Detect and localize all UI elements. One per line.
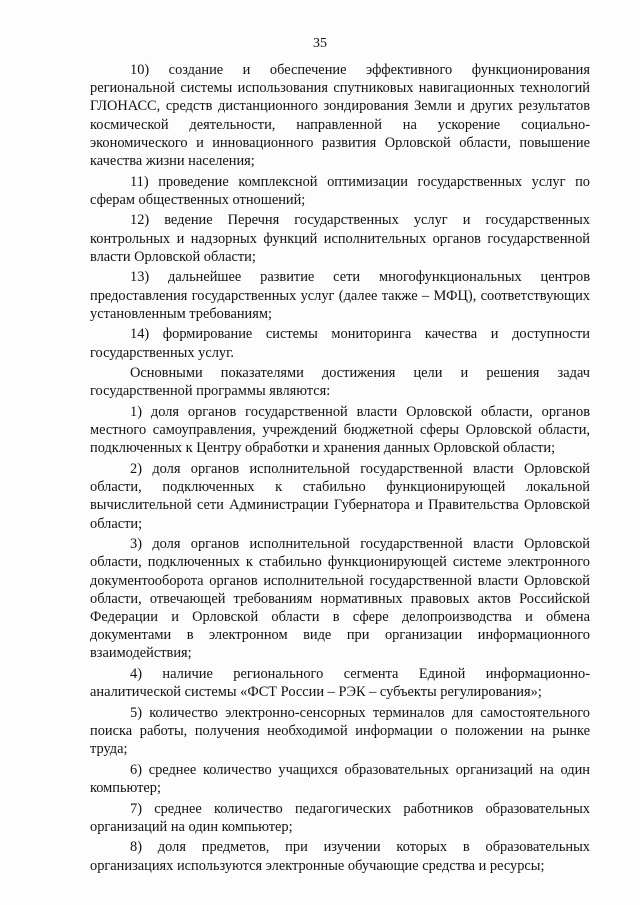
page-number: 35 xyxy=(313,36,327,51)
indicator-6: 6) среднее количество учащихся образовательных организаций на один компьютер; xyxy=(90,761,590,797)
paragraph-item-13: 13) дальнейшее развитие сети многофункциональных центров предоставления государственных услуг (далее также – МФЦ), соответствующих установленным требованиям; xyxy=(90,269,590,322)
indicator-5: 5) количество электронно-сенсорных терминалов для самостоятельного поиска работы, получения необходимой информации о положении на рынке труда; xyxy=(90,704,590,758)
paragraph-item-10: 10) создание и обеспечение эффективного функционирования региональной системы использования спутниковых навигационных технологий ГЛОНАСС, средств дистанционного зондирования Земли и других результатов космической деятельности, направленной на ускорение социально-экономического и инновационного развития Орловской области, повышение качества жизни населения; xyxy=(90,62,590,170)
paragraph-item-12: 12) ведение Перечня государственных услуг и государственных контрольных и надзорных функций исполнительных органов государственной власти Орловской области; xyxy=(90,212,590,265)
paragraph-item-11: 11) проведение комплексной оптимизации государственных услуг по сферам общественных отношений; xyxy=(90,173,590,208)
indicator-4: 4) наличие регионального сегмента Единой информационно-аналитической системы «ФСТ России – РЭК – субъекты регулирования»; xyxy=(90,666,590,701)
indicators-intro: Основными показателями достижения цели и решения задач государственной программы являются: xyxy=(90,365,590,400)
indicator-3: 3) доля органов исполнительной государственной власти Орловской области, подключенных к стабильно функционирующей системе электронного документооборота органов исполнительной государственной власти Орловской области, отвечающей требованиям нормативных правовых актов Российской Федерации и Орловской области в сфере делопроизводства и обмена документами в электронном виде при организации информационного взаимодействия; xyxy=(90,536,590,662)
paragraph-item-14: 14) формирование системы мониторинга качества и доступности государственных услуг. xyxy=(90,326,590,361)
indicator-1: 1) доля органов государственной власти Орловской области, органов местного самоуправления, учреждений бюджетной сферы Орловской области, подключенных к Центру обработки и хранения данных Орловской области; xyxy=(90,404,590,457)
indicator-2: 2) доля органов исполнительной государственной власти Орловской области, подключенных к стабильно функционирующей локальной вычислительной сети Администрации Губернатора и Правительства Орловской области; xyxy=(90,461,590,532)
indicator-7: 7) среднее количество педагогических работников образовательных организаций на один компьютер; xyxy=(90,800,590,835)
document-body xyxy=(90,61,590,875)
indicator-8: 8) доля предметов, при изучении которых в образовательных организациях используются электронные обучающие средства и ресурсы; xyxy=(90,839,590,874)
